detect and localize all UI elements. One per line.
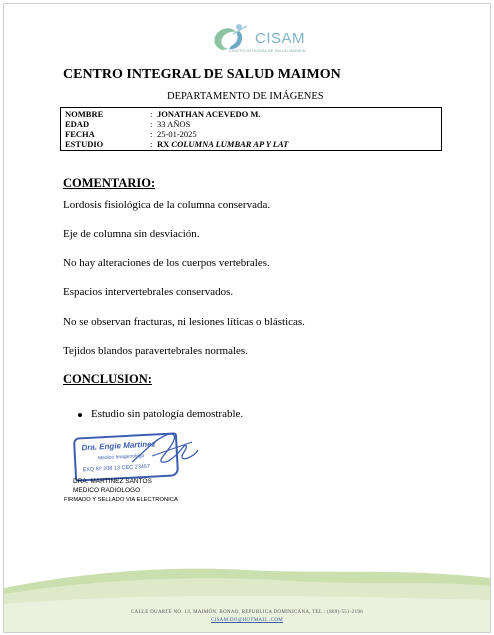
info-label: ESTUDIO	[65, 139, 104, 149]
cisam-logo	[209, 22, 319, 58]
comentario-line: Lordosis fisiológica de la columna conservada.	[63, 199, 271, 211]
footer-address: CALLE DUARTE NO. 13, MAIMÓN, BONAO, REPUBLICA DOMINICANA, TEL.: (809)-551-2196	[130, 610, 364, 615]
info-colon: :	[150, 109, 153, 119]
signature-note: FIRMADO Y SELLADO VIA ELECTRONICA	[64, 497, 178, 503]
patient-info-box	[60, 107, 442, 151]
report-page	[3, 3, 491, 633]
comentario-line: Eje de columna sin desviación.	[63, 228, 200, 240]
study-name: COLUMNA LUMBAR AP Y LAT	[171, 139, 289, 149]
logo-brand-text: CISAM	[255, 30, 306, 47]
conclusion-heading: CONCLUSION:	[63, 372, 152, 386]
info-value-study	[157, 139, 288, 149]
comentario-heading: COMENTARIO:	[63, 176, 156, 190]
stamp-name: Dra. Engie Martinez	[81, 439, 156, 453]
info-value-date: 25-01-2025	[157, 129, 197, 139]
stamp-exequatur: EXQ Nº 208 13 CEC 23457	[82, 463, 151, 474]
doctor-name: DRA. MARTINEZ SANTOS	[73, 478, 152, 485]
info-label: NOMBRE	[65, 109, 104, 119]
info-label: FECHA	[65, 129, 95, 139]
comentario-line: Tejidos blandos paravertebrales normales.	[63, 345, 248, 357]
info-colon: :	[150, 139, 153, 149]
comentario-line: No hay alteraciones de los cuerpos vertebrales.	[63, 257, 270, 269]
info-value-age: 33 AÑOS	[157, 119, 191, 129]
footer-email-link[interactable]: CISAM.DO@HOTMAIL .COM	[211, 618, 283, 623]
center-name-title: CENTRO INTEGRAL DE SALUD MAIMON	[63, 67, 341, 82]
signature-icon	[122, 424, 202, 474]
info-value-name: JONATHAN ACEVEDO M.	[157, 109, 261, 119]
comentario-line: Espacios intervertebrales conservados.	[63, 286, 234, 298]
department-title: DEPARTAMENTO DE IMÁGENES	[167, 91, 324, 102]
comentario-line: No se observan fracturas, ni lesiones líticas o blásticas.	[63, 316, 305, 328]
logo-subtitle: CENTRO INTEGRAL DE SALUD MAIMON	[229, 48, 306, 53]
info-label: EDAD	[65, 119, 90, 129]
study-prefix: RX	[157, 139, 170, 149]
info-colon: :	[150, 129, 153, 139]
stamp-role: Medico Imagenologo	[97, 453, 145, 462]
conclusion-item: Estudio sin patología demostrable.	[91, 408, 244, 420]
info-colon: :	[150, 119, 153, 129]
bullet-icon	[78, 413, 82, 417]
doctor-title: MEDICO RADIOLOGO	[73, 487, 141, 494]
